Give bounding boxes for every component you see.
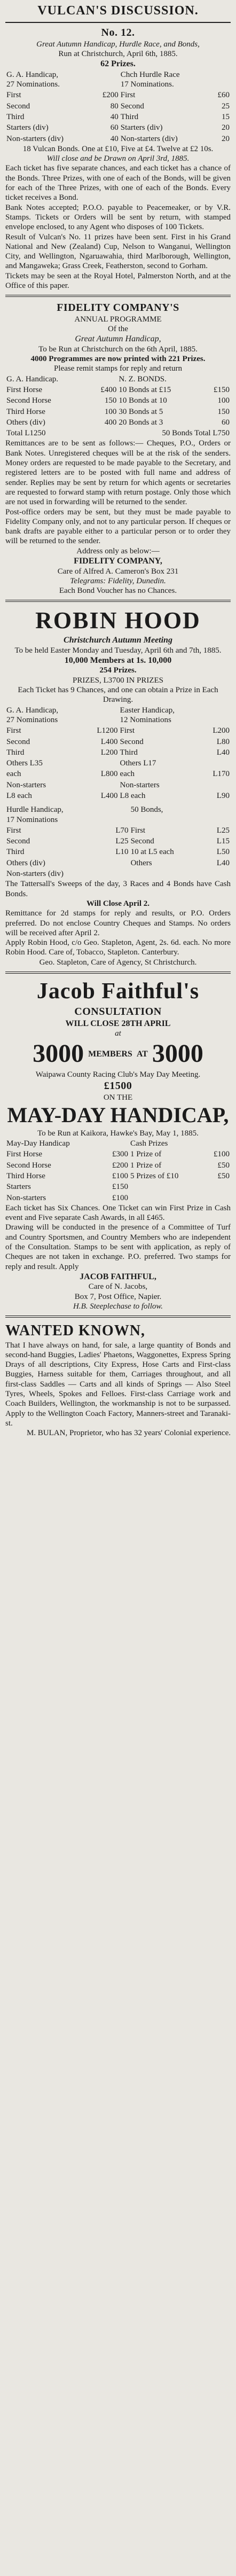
robin-hurdle-right-head: 50 Bonds, <box>130 805 163 815</box>
table-row <box>5 406 231 417</box>
vulcan-results: Result of Vulcan's No. 11 prizes have been sent. First in his Grand National and New (Zealand) Cup, Nelson to Wanganui, Wellington City, and Wellington, Ngaruawahia, third Marlborough, Wellington, and Mangaweka; Grass Creek, Featherston, second to Gorham. <box>5 232 231 271</box>
row-label <box>129 1181 204 1192</box>
jacob-waipawa: Waipawa County Racing Club's May Day Meeting. <box>35 1070 201 1079</box>
jacob-box: Box 7, Post Office, Napier. <box>74 1292 162 1301</box>
row-label: Third <box>6 848 25 857</box>
row-value: L25 <box>115 837 129 846</box>
row-value: L1200 <box>97 726 118 735</box>
row-value <box>204 1181 231 1192</box>
jacob-para: Drawing will be conducted in the presence of a Committee of Turf and Country Sportsmen, and Country Members who are independent of the Consultation. Stamps to be sent with application, as reply of Cheques are not taken in exchange. P.O. preferred. Two stamps for reply and result. Apply <box>5 1223 231 1271</box>
row-value: 80 <box>110 101 119 111</box>
row-label: Second <box>6 737 30 746</box>
jacob-members-right: 3000 <box>152 1039 203 1068</box>
vulcan-para1: Each ticket has five separate chances, and each ticket has a chance of the Bonds. Three Prizes, with one of each of the Bonds, will be given for each of the Three Prizes, with one of each of the Bonds. Every ticket receives a Bond. <box>5 164 231 202</box>
row-value: 60 <box>222 418 230 427</box>
row-value: L170 <box>213 770 230 779</box>
row-label: Non-starters (div) <box>6 134 64 143</box>
row-label: Third <box>6 112 25 121</box>
table-row <box>5 112 231 122</box>
table-row <box>5 758 231 769</box>
fidelity-left-head: G. A. Handicap. <box>6 374 59 383</box>
robin-subtitle: Christchurch Autumn Meeting <box>64 636 172 645</box>
row-label: 20 Bonds at 3 <box>119 418 163 427</box>
row-label: First <box>6 826 21 835</box>
table-row <box>5 737 231 747</box>
row-value: £150 <box>214 385 230 394</box>
fidelity-table <box>5 374 231 439</box>
row-value: 400 <box>104 418 117 427</box>
jacob-on: ON THE <box>103 1093 133 1102</box>
vulcan-para2: Bank Notes accepted; P.O.O. payable to Peacemeaker, or by V.R. Stamps. Tickets or Orders will be sent by return, with stamped envelope enclosed, to any Agent who disposes of 100 Tickets. <box>5 203 231 232</box>
row-label: Third <box>120 748 138 757</box>
row-label: Second Horse <box>6 1161 51 1170</box>
row-label: 5 Prizes of £10 <box>130 1172 179 1180</box>
vulcan-drawn: Will close and be Drawn on April 3rd, 1885. <box>46 154 190 163</box>
row-value: L80 <box>216 737 230 746</box>
row-label: First Horse <box>6 385 43 394</box>
row-value: 20 <box>222 123 230 132</box>
divider <box>5 600 231 602</box>
row-value: 150 <box>104 396 117 405</box>
row-label: 10 Bonds at £15 <box>119 385 171 394</box>
vulcan-right-head: Chch Hurdle Race 17 Nominations. <box>120 70 180 89</box>
row-label: First <box>6 91 21 100</box>
row-label: Second <box>6 837 30 846</box>
row-label: Non-starters (div) <box>120 134 178 143</box>
jacob-prize: £1500 <box>104 1080 132 1092</box>
row-label: 10 at L5 each <box>130 848 174 857</box>
fidelity-care: Care of Alfred A. Cameron's Box 231 <box>57 567 179 576</box>
table-row <box>5 825 231 836</box>
row-label: L8 each <box>6 792 32 800</box>
row-value: L25 <box>216 826 230 835</box>
robin-each: Each Ticket has 9 Chances, and one can obtain a Prize in Each Drawing. <box>18 686 218 704</box>
jacob-left-head: May-Day Handicap <box>6 1139 70 1148</box>
row-label: First <box>130 826 146 835</box>
row-label: Third <box>120 112 139 121</box>
row-value <box>202 758 231 769</box>
row-label: 1 Prize of <box>130 1161 162 1170</box>
vulcan-left-head: G. A. Handicap, 27 Nominations. <box>6 70 60 89</box>
robin-apply: Apply Robin Hood, c/o Geo. Stapleton, Agent, 2s. 6d. each. No more Robin Hood. Care of, Tobacco, Stapleton. Canterbury. <box>5 938 231 957</box>
row-value: L40 <box>216 858 230 867</box>
fidelity-para: Remittances are to be sent as follows:— Cheques, P.O., Orders or Bank Notes. Unregistered cheques will be at the risk of the senders. Money orders are requested to be made payable to the Secretary, and registered letters are to be posted with full name and address of sender. Replies may be sent by return for which agents or secretaries are requested to forward stamp with return postage. Only those which are not used in forwarding will be returned to the sender. <box>5 439 231 507</box>
table-row <box>5 1171 231 1181</box>
row-label: Others <box>130 858 152 867</box>
fidelity-total-left: Total L1250 <box>6 429 46 438</box>
jacob-members-at: AT <box>136 1050 148 1059</box>
wanted-title: WANTED KNOWN, <box>5 1322 145 1340</box>
row-value <box>202 780 231 790</box>
row-value: L400 <box>100 792 118 800</box>
row-value <box>206 868 231 879</box>
row-label: Third Horse <box>6 407 45 416</box>
row-label: L8 each <box>120 792 146 800</box>
fidelity-programmes: 4000 Programmes are now printed with 221 Prizes. <box>30 355 206 364</box>
table-row <box>5 1193 231 1203</box>
row-value <box>105 858 130 868</box>
table-row <box>5 780 231 790</box>
row-value: 40 <box>110 112 119 121</box>
row-value <box>85 758 119 769</box>
robin-left-head: G. A. Handicap, 27 Nominations <box>6 706 59 724</box>
row-value: £50 <box>217 1172 230 1180</box>
row-label: First <box>120 91 136 100</box>
row-label: 1 Prize of <box>130 1150 162 1159</box>
row-value: L90 <box>216 792 230 800</box>
divider <box>5 1316 231 1318</box>
row-value: £300 <box>112 1150 128 1159</box>
row-value: 25 <box>222 101 230 111</box>
jacob-title: Jacob Faithful's <box>36 979 200 1004</box>
vulcan-table <box>5 69 231 144</box>
row-value: L50 <box>216 848 230 857</box>
robin-hurdle-left-head: Hurdle Handicap, 17 Nominations <box>6 805 64 824</box>
robin-prizes-line: PRIZES, L3700 IN PRIZES <box>72 676 163 685</box>
jacob-right-head: Cash Prizes <box>130 1139 168 1148</box>
row-label: First <box>120 726 135 735</box>
table-row <box>5 868 231 879</box>
table-row <box>5 134 231 144</box>
jacob-members-row <box>5 1038 231 1070</box>
row-label: Non-starters <box>120 780 160 789</box>
divider <box>5 22 231 23</box>
row-value <box>105 868 130 879</box>
table-row <box>5 395 231 406</box>
jacob-table <box>5 1138 231 1203</box>
fidelity-address: Address only as below:— <box>76 546 160 555</box>
row-label: First Horse <box>6 1150 43 1159</box>
table-row <box>5 90 231 100</box>
fidelity-right-head: N. Z. BONDS. <box>119 374 167 383</box>
fidelity-wire: Telegrams: Fidelity, Dunedin. <box>70 576 166 585</box>
robin-address: Geo. Stapleton, Care of Agency, St Christchurch. <box>39 958 197 967</box>
row-label: First <box>6 726 21 735</box>
row-value: £50 <box>217 1161 230 1170</box>
robin-tattersall: The Tattersall's Sweeps of the day, 3 Races and 4 Bonds have Cash Bonds. <box>5 880 231 898</box>
table-row <box>5 790 231 801</box>
fidelity-event: Great Autumn Handicap, <box>75 334 161 344</box>
row-label: Second <box>6 101 30 111</box>
row-value: £100 <box>112 1193 128 1202</box>
table-row <box>5 769 231 779</box>
fidelity-post: Post-office orders may be sent, but they must be made payable to Fidelity Company only, and not to any particular person. If cheques or bank drafts are payable either to a particular person or to order they will be returned to the sender. <box>5 507 231 546</box>
row-label: each <box>6 770 21 779</box>
row-value: £200 <box>102 91 119 100</box>
row-label: Non-starters (div) <box>6 870 64 879</box>
robin-members: 10,000 Members at 1s. 10,000 <box>64 655 172 665</box>
row-label: each <box>120 770 135 779</box>
row-value: L200 <box>213 726 230 735</box>
row-label: Starters (div) <box>120 123 163 132</box>
vulcan-event: Great Autumn Handicap, Hurdle Race, and Bonds, <box>36 40 200 49</box>
table-row <box>5 1149 231 1160</box>
row-label <box>130 868 206 879</box>
table-row <box>5 122 231 133</box>
jacob-subtitle: CONSULTATION <box>74 1006 162 1018</box>
row-label: Others (div) <box>6 418 45 427</box>
divider <box>5 972 231 974</box>
jacob-tickets: Each ticket has Six Chances. One Ticket can win First Prize in Cash event and Five separate Cash Awards, in all £465. <box>5 1203 231 1223</box>
jacob-members-word: MEMBERS <box>88 1050 132 1059</box>
vulcan-tickets: Tickets may be seen at the Royal Hotel, Palmerston North, and at the Office of this paper. <box>5 271 231 290</box>
fidelity-title: FIDELITY COMPANY'S <box>57 302 179 314</box>
jacob-care: Care of N. Jacobs, <box>88 1282 148 1291</box>
table-row <box>5 747 231 758</box>
row-label: Others (div) <box>6 858 45 867</box>
row-value: £100 <box>112 1172 128 1180</box>
jacob-apply: JACOB FAITHFUL, <box>80 1272 156 1281</box>
row-value <box>85 780 119 790</box>
row-value: 15 <box>222 112 230 121</box>
fidelity-run: To be Run at Christchurch on the 6th April, 1885. <box>38 344 198 354</box>
robin-right-head: Easter Handicap, 12 Nominations <box>120 706 175 724</box>
vulcan-prizes: 62 Prizes. <box>100 59 136 69</box>
robin-table <box>5 705 231 802</box>
jacob-agent: H.B. Steeplechase to follow. <box>73 1302 163 1311</box>
table-row <box>5 1160 231 1171</box>
table-row <box>5 385 231 395</box>
row-value: L15 <box>216 837 230 846</box>
table-row <box>5 101 231 112</box>
row-label: 10 Bonds at 10 <box>119 396 167 405</box>
row-label: Non-starters <box>6 1193 46 1202</box>
row-label: Others L17 <box>120 759 156 768</box>
row-label: Second Horse <box>6 396 51 405</box>
row-label <box>129 1193 204 1203</box>
fidelity-book: Each Bond Voucher has no Chances. <box>59 586 177 596</box>
table-row <box>5 725 231 736</box>
robin-close: Will Close April 2. <box>86 899 150 908</box>
fidelity-note: Please remit stamps for reply and return <box>54 364 182 373</box>
table-row <box>5 847 231 857</box>
row-value: 60 <box>110 123 119 132</box>
row-label: Second <box>120 737 144 746</box>
row-value: 150 <box>217 407 230 416</box>
row-label: Others L35 <box>6 759 43 768</box>
row-value: £200 <box>112 1161 128 1170</box>
wanted-sign: M. BULAN, Proprietor, who has 32 years' Colonial experience. <box>26 1429 231 1438</box>
robin-run: To be held Easter Monday and Tuesday, April 6th and 7th, 1885. <box>14 646 222 655</box>
row-label: Non-starters <box>6 780 46 789</box>
row-value: L400 <box>100 737 118 746</box>
robin-prizes-header: 254 Prizes. <box>99 666 137 675</box>
table-row <box>5 858 231 868</box>
divider <box>5 295 231 297</box>
row-value <box>204 1193 231 1203</box>
row-label: Third Horse <box>6 1172 45 1180</box>
wanted-para: That I have always on hand, for sale, a large quantity of Bonds and second-hand Buggies, Ladies' Phaetons, Waggonettes, Express Spring Drays of all descriptions, City Express, Hose Carts and First-class Buggies, Harness suitable for them, Carriages throughout, and all first-class Saddles — Carts and all kinds of Springs — Also Steel Tyres, Wheels, Spokes and Felloes. First-class Carriage work and Coach Builders, Wellington, the workmanship is not to be surpassed. Apply to the Wellington Coach Factory, Manners-street and Taranaki-st. <box>5 1341 231 1428</box>
jacob-close: WILL CLOSE 28TH APRIL <box>65 1019 171 1028</box>
row-value: £60 <box>217 91 230 100</box>
vulcan-number: No. 12. <box>101 27 135 39</box>
row-value: L800 <box>100 770 118 779</box>
row-label: Starters <box>6 1183 31 1192</box>
row-value: L70 <box>115 826 129 835</box>
fidelity-company: FIDELITY COMPANY, <box>74 557 162 566</box>
fidelity-annual: ANNUAL PROGRAMME <box>74 315 162 324</box>
jacob-mayday: MAY-DAY HANDICAP, <box>7 1103 229 1128</box>
row-label: Starters (div) <box>6 123 49 132</box>
robin-title: ROBIN HOOD <box>35 607 201 634</box>
fidelity-total-right: 50 Bonds Total L750 <box>162 429 230 438</box>
row-value: 20 <box>222 134 230 143</box>
row-value: L10 <box>115 848 129 857</box>
row-label: 30 Bonds at 5 <box>119 407 163 416</box>
table-row <box>5 836 231 847</box>
row-value: 100 <box>217 396 230 405</box>
robin-remit: Remittance for 2d stamps for reply and results, or P.O. Orders preferred. Do not enclose Country Cheques and Stamps. No orders will be received after April 2. <box>5 909 231 937</box>
row-value: £100 <box>214 1150 230 1159</box>
row-value: 40 <box>110 134 119 143</box>
jacob-run: To be Run at Kaikora, Hawke's Bay, May 1, 1885. <box>37 1129 199 1138</box>
vulcan-bonds: 18 Vulcan Bonds. One at £10, Five at £4. Twelve at £2 10s. <box>22 144 214 153</box>
table-row <box>5 1181 231 1192</box>
row-value: 100 <box>104 407 117 416</box>
vulcan-title: VULCAN'S DISCUSSION. <box>37 4 199 18</box>
row-label: Second <box>120 101 144 111</box>
row-value: £400 <box>100 385 117 394</box>
robin-hurdle-table <box>5 804 231 879</box>
row-label: Second <box>130 837 154 846</box>
fidelity-of: Of the <box>108 324 128 333</box>
row-value: L40 <box>216 748 230 757</box>
vulcan-run: Run at Christchurch, April 6th, 1885. <box>58 49 178 58</box>
row-value: L200 <box>100 748 118 757</box>
row-label: Third <box>6 748 25 757</box>
table-row <box>5 417 231 428</box>
jacob-members-left: 3000 <box>33 1039 84 1068</box>
jacob-at: at <box>115 1029 121 1038</box>
row-value: £150 <box>112 1183 128 1192</box>
